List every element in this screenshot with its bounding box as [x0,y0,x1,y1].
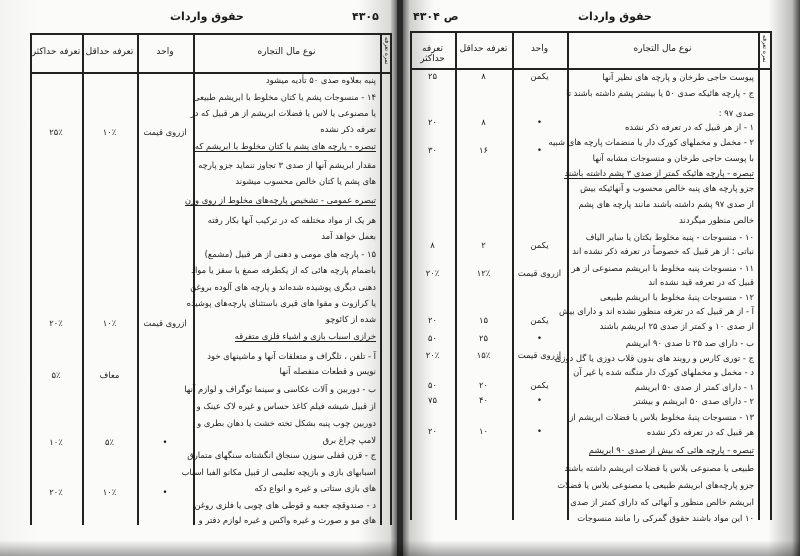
description-line [579,199,754,210]
description-line [207,351,376,362]
description-line [197,418,376,429]
line-text: نویس و قطعات منفصله آنها [279,366,376,376]
line-text: لامپ چراغ برق [322,435,376,445]
line-text: شده از کائوچو [325,314,376,324]
description-line [573,367,754,378]
line-text: ب - دارای صد ۲۵ تا صدی ۹۰ ابریشم [625,338,754,348]
right_page-page-number: ص ۴۳۰۴ [413,10,459,23]
description-line [195,141,376,152]
max-rate-cell: ۲۰ [428,117,437,127]
table-column-rule [390,33,392,525]
line-text: از قبیل شیشه فیلم کاغذ حساس و غیره لاک عینک و [196,401,376,411]
description-line [235,176,376,187]
description-line [191,108,376,119]
line-text: تبصره - پارچه هائی که بیش از صدی ۹۰ ابریشم [588,445,754,455]
line-text: ج - قزن قفلی سوزن سنجاق انگشتانه سنگهای متمارق [187,450,376,460]
min-rate-cell: ۱۵ [479,315,488,325]
min-rate-cell: ۲ [481,240,486,250]
left_page-title: حقوق واردات [170,10,244,23]
line-text: های بازی ستاتی و غیره و انواع دکه [254,483,376,493]
max-rate-cell: ۲۰ [428,315,437,325]
table-top-rule [30,33,392,35]
line-text: د - صندوقچه جعبه و قوطی های چوبی یا فلزی روغن [194,500,376,510]
description-line [647,427,754,438]
header-max-rate: تعرفه حداکثر [420,43,445,64]
max-rate-cell: ۵۰ [428,333,437,343]
description-line [569,412,754,423]
book-gutter [397,0,403,556]
table-column-rule [758,31,760,520]
description-line [600,321,754,332]
unit-cell: • [537,333,542,343]
unit-cell: • [162,487,168,497]
description-line [570,497,754,508]
min-rate-cell: ۴۰ [479,395,488,405]
description-line [555,353,754,364]
line-text: ج - توری کارس و روبند های بدون قلاب دوزی یا گل دوزی [554,353,754,363]
line-text: ب - دوربین و آلات عکاسی و سینما توگراف و لوازم آنها [184,384,376,394]
line-text: تبصره - پارچه هائیکه کمتر از صدی ۳ پشم داشته باشند [564,168,754,178]
unit-cell: • [537,145,542,155]
unit-cell: ازروی قیمت [143,318,187,328]
line-text: های پشم یا کتان خالص محسوب میشوند [235,176,376,186]
unit-cell: یکمن [530,71,549,81]
description-line [266,75,376,86]
min-rate-cell: ۸ [481,117,486,127]
table-column-rule [82,33,84,525]
unit-cell: • [162,437,168,447]
line-text: هر قبیل که در تعرفه ذکر نشده [646,427,754,437]
description-line [254,483,376,494]
line-text: آ - تلفن ، تلگراف و متعلقات آنها و ماشینهای خود [207,351,376,361]
max-rate-cell: ۵۰ [428,380,437,390]
min-rate-cell: ۱۰٪ [102,127,117,137]
line-text: نباتی : از هر قبیل که خصوصاً در تعرفه ذکر نشده اند [572,246,754,256]
unit-cell: ازروی قیمت [143,127,187,137]
description-line [182,467,376,478]
line-text: مقدار ابریشم آنها از صدی ۳ تجاوز ننماید جزو پارچه [198,160,376,170]
line-text: جزو پارچه های پنبه خالص محسوب و آنهائیکه بیش [580,183,754,193]
description-line [194,500,376,511]
table-column-rule [30,33,32,525]
description-line [626,338,754,349]
unit-cell: ازروی قیمت [517,350,562,360]
description-line [719,108,754,119]
line-text: از صدی ۹۷ پشم داشته باشند مانند پارچه های پشم [578,199,754,209]
unit-cell: یکمن [530,240,549,250]
line-text: ۱۵ - پارچه های مومی و دهنی از هر قبیل (مشمع) [204,249,376,259]
line-text: دهنی دیگری پوشیده شده‌اند و پارچه های آلوده بروغن [190,282,376,292]
description-line [320,124,376,135]
line-text: یا مصنوعی یا لاس یا فضلات ابریشم از هر قبیل که در [190,108,376,118]
header-unit: واحد [530,43,549,54]
line-text: خالص منظور میگردند [679,215,754,225]
unit-cell: • [537,426,542,436]
line-text: ج - پارچه هائیکه صدی ۵۰ یا بیشتر پشم داشته باشند تا [566,88,754,98]
line-text: های مو و صورت و غیره واکس و غیره لوازم دفتر و [198,515,376,525]
table-header-rule [30,72,392,74]
description-line [571,263,754,274]
description-line [187,298,376,309]
description-line [600,292,754,303]
unit-cell: • [537,117,542,127]
line-text: ۱۴ - منسوجات پشم یا کتان مخلوط با ابریشم طبیعی [193,92,376,102]
max-rate-cell: ۲۰٪ [425,350,440,360]
description-line [593,153,754,164]
header-min-rate: تعرفه حداقل [85,46,134,57]
line-text: ابریشم خالص منظور و آنهائی که دارای کمتر از صدی [570,497,754,507]
min-rate-cell: ۲۵ [479,333,488,343]
max-rate-cell: ۲۰٪ [49,318,63,328]
description-line [634,396,754,407]
table-column-rule [770,31,772,520]
min-rate-cell: ۲۰ [479,380,488,390]
table-column-rule [567,31,569,520]
max-rate-cell: ۲۵ [428,71,437,81]
line-text: ۱۰ - منسوجات - پنبه مخلوط بکتان یا سایر الیاف [585,232,754,242]
line-text: ۱۰ این مواد باشند حقوق گمرکی را مانند منسوجات [577,513,754,523]
description-line [557,480,754,491]
line-text: ۱۱ - منسوجات پنبه مخلوط با ابریشم مصنوعی از هر [571,263,754,273]
line-text: ۱ - دارای کمتر از صدی ۵۰ ابریشم [634,382,754,392]
unit-cell: ازروی قیمت [517,268,562,278]
description-line [198,160,376,171]
line-text: تبصره - پارچه های پشم یا کتان مخلوط با ابریشم که [194,141,376,151]
table-header-rule [410,68,772,70]
description-line [184,384,376,395]
header-code: نمره تعرفه [383,37,390,65]
description-line [635,382,754,393]
left_page-page-number: ۴۳۰۵ [352,10,379,23]
header-code: نمره تعرفه [761,35,768,63]
min-rate-cell: ۱۰٪ [102,318,117,328]
line-text: اسبابهای بازی و بازیچه تعلیمی از قبیل مکانو الفبا اسباب [181,467,376,477]
description-line [197,401,376,412]
description-line [193,92,376,103]
header-item: نوع مال التجاره [257,46,316,57]
line-text: با پوست حاجی طرخان و منسوجات مشابه آنها [592,153,754,163]
line-text: از صدی ۱۰ و کمتر از صدی ۲۵ ابریشم باشند [599,321,754,331]
description-line [602,72,754,83]
min-rate-cell: ۱۰ [479,426,488,436]
description-line [185,195,376,206]
description-line [586,232,754,243]
line-text: قبیل که در تعرفه قید نشده اند [648,277,754,287]
max-rate-cell: ۲۵٪ [49,127,63,137]
header-unit: واحد [156,46,174,57]
line-text: طبیعی یا مصنوعی بلاس یا فضلات ابریشم داشته باشند [564,463,754,473]
description-line [321,231,376,242]
description-line [323,435,376,446]
max-rate-cell: ۲۰ [428,426,437,436]
min-rate-cell: ۱۵٪ [476,350,491,360]
description-line [679,215,754,226]
max-rate-cell: ۳۰ [428,145,437,155]
line-text: پنبه بعلاوه صدی ۵۰ تأدیه میشود [265,75,376,85]
description-line [577,513,754,524]
unit-cell: یکمن [530,380,549,390]
min-rate-cell: ۱۶ [479,145,488,155]
line-text: تعرفه ذکر نشده [320,124,376,134]
max-rate-cell: ۷۵ [428,395,437,405]
max-rate-cell: ۸ [430,240,435,250]
header-max-rate: تعرفه حداکثر [31,46,81,57]
line-text: ۲ - مخمل و مخملهای کورک دار یا منضمات پارچه های شبیه [548,137,754,147]
description-line [199,515,376,526]
line-text: د - مخمل و مخملهای کورک دار منگنه شده یا غیر آن [573,367,754,377]
description-line [190,282,376,293]
description-line [580,183,754,194]
line-text: جزو پارچه‌های ابریشم طبیعی یا مصنوعی بلاس یا فضلات [557,480,754,490]
min-rate-cell: ۱۰٪ [102,487,117,497]
table-column-rule [137,33,139,525]
description-line [625,122,754,133]
max-rate-cell: ۲۰٪ [49,487,63,497]
line-text: بعمل خواهد آمد [321,231,376,241]
line-text: خرازی اسباب بازی و اشیاء فلزی متفرقه [234,331,376,341]
description-line [564,168,754,179]
line-text: پیوست حاجی طرخان و پارچه های نظیر آنها [602,72,754,82]
description-line [187,450,376,461]
description-line [279,366,376,377]
description-line [191,265,376,276]
line-text: باضمام پارچه هائی که از یکطرفه صمغ یا سقز یا مواد [191,265,376,275]
description-line [549,137,754,148]
line-text: ۲ - دارای صدی ۵۰ ابریشم و بیشتر [633,396,754,406]
description-line [566,88,754,99]
header-min-rate: تعرفه حداقل [459,43,508,54]
min-rate-cell: ۵٪ [105,437,114,447]
description-line [326,314,376,325]
description-line [205,249,376,260]
min-rate-cell: معاف [99,370,120,380]
line-text: هر یک از مواد مختلفه که در ترکیب آنها بکار رفته [207,215,376,225]
unit-cell: یکمن [530,315,549,325]
line-text: یا کرازوت و مقوا های قیری باستثنای پارچه‌های پوشیده [186,298,376,308]
max-rate-cell: ۱۰٪ [49,437,63,447]
line-text: ۱۲ - منسوجات پنبهٔ مخلوط با ابریشم طبیعی [600,292,754,302]
header-item: نوع مال التجاره [633,43,692,54]
line-text: دوربین چوب پنبه بشکل تخته خشت یا دهان بطری و [197,418,376,428]
line-text: ۱۳ - منسوجات پنبهٔ مخلوط بلاس یا فضلات ابریشم از [569,412,754,422]
unit-cell: • [537,395,542,405]
description-line [559,306,754,317]
right_page-title: حقوق واردات [578,10,652,23]
table-column-rule [380,33,382,525]
max-rate-cell: ۵٪ [51,370,61,380]
max-rate-cell: ۲۰٪ [425,268,440,278]
line-text: ۱ - از هر قبیل که در تعرفه ذکر نشده [625,122,754,132]
description-line [648,277,754,288]
description-line [235,331,376,342]
description-line [564,463,754,474]
line-text: تبصره عمومی - تشخیص پارچه‌های مخلوط از روی وزن [184,195,376,205]
description-line [572,246,754,257]
min-rate-cell: ۸ [481,71,486,81]
table-top-rule [410,31,772,33]
line-text: آ - از هر قبیل که در تعرفه منظور نشده اند و دارای بیش [559,306,754,316]
description-line [589,445,754,456]
description-line [208,215,376,226]
line-text: صدی ۹۷ : [718,108,754,118]
min-rate-cell: ۱۲٪ [476,268,491,278]
scan-shadow [0,540,800,556]
